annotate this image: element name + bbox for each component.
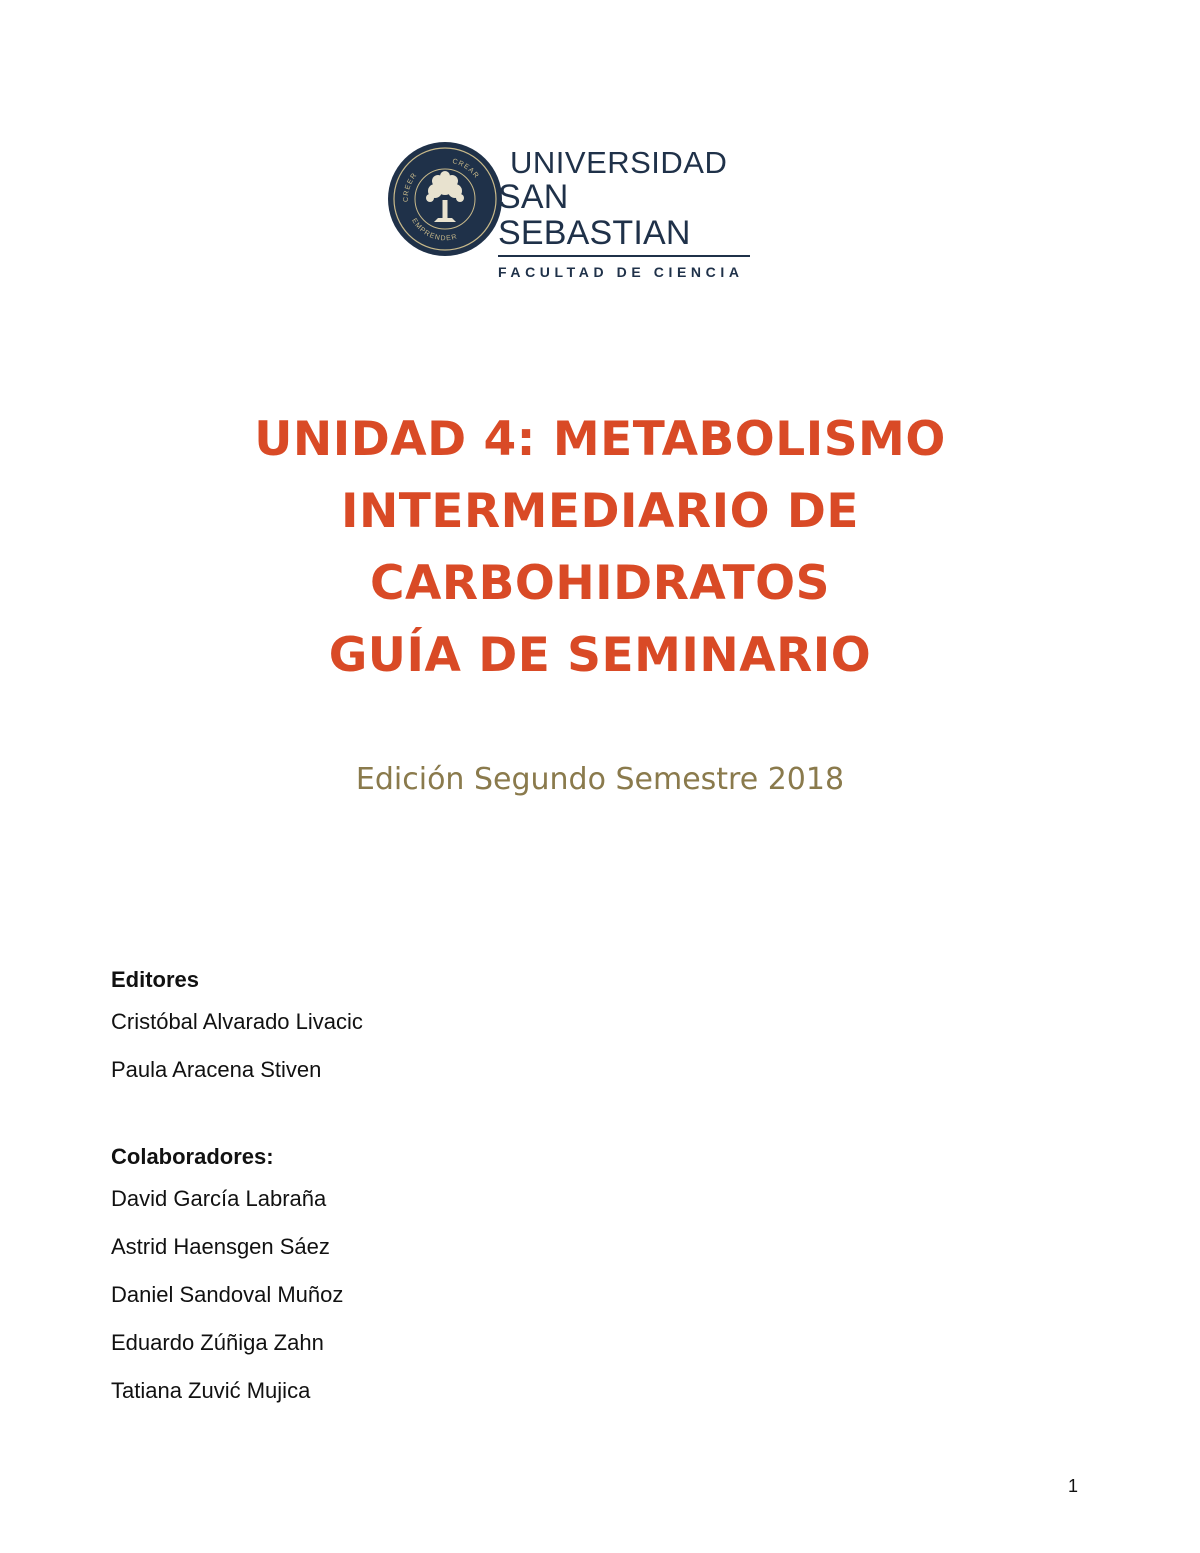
title-line-1: UNIDAD 4: METABOLISMO	[254, 412, 946, 467]
credits-section	[111, 962, 711, 1415]
collaborator-name: Astrid Haensgen Sáez	[111, 1234, 330, 1259]
logo-line-facultad: FACULTAD DE CIENCIA	[498, 264, 744, 280]
collaborator-name: Tatiana Zuvić Mujica	[111, 1378, 311, 1403]
title-line-3: CARBOHIDRATOS	[370, 556, 830, 611]
university-seal-icon	[386, 140, 504, 258]
logo-line-san-sebastian: SAN SEBASTIAN	[498, 178, 691, 252]
svg-text:CREAR: CREAR	[451, 158, 480, 181]
university-wordmark	[498, 146, 766, 281]
editor-name: Paula Aracena Stiven	[111, 1057, 322, 1082]
editors-heading: Editores	[111, 967, 200, 992]
collaborator-name: Eduardo Zúñiga Zahn	[111, 1330, 324, 1355]
section-spacer	[111, 1094, 711, 1139]
collaborator-name: Daniel Sandoval Muñoz	[111, 1282, 344, 1307]
logo-line-universidad: UNIVERSIDAD	[510, 145, 728, 180]
university-logo	[386, 140, 766, 280]
title-line-2: INTERMEDIARIO DE	[340, 484, 860, 539]
title-line-4: GUÍA DE SEMINARIO	[328, 628, 872, 683]
collaborator-name: David García Labraña	[111, 1186, 327, 1211]
document-title	[100, 404, 1100, 692]
page-number: 1	[1068, 1476, 1079, 1496]
svg-text:EMPRENDER: EMPRENDER	[410, 217, 459, 243]
svg-text:CREER: CREER	[402, 171, 419, 203]
collaborators-heading: Colaboradores:	[111, 1144, 274, 1169]
logo-divider	[498, 255, 750, 257]
editor-name: Cristóbal Alvarado Livacic	[111, 1009, 363, 1034]
edition-subtitle: Edición Segundo Semestre 2018	[355, 762, 845, 797]
